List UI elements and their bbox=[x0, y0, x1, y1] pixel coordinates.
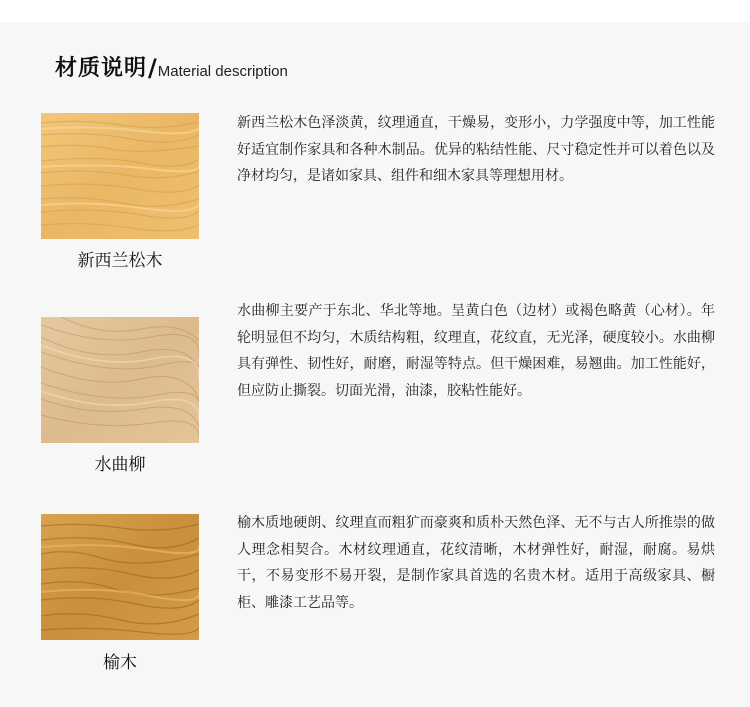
elm-wood-swatch bbox=[41, 514, 199, 640]
material-description: 水曲柳主要产于东北、华北等地。呈黄白色（边材）或褐色略黄（心材）。年轮明显但不均匀，木质结构粗，纹理直，花纹直，无光泽，硬度较小。水曲柳具有弹性、韧性好，耐磨，耐湿等特点。但干燥困难，易翘曲。加工性能好，但应防止撕裂。切面光滑，油漆，胶粘性能好。 bbox=[237, 303, 715, 399]
title-chinese: 材质说明 bbox=[55, 56, 148, 81]
material-description: 新西兰松木色泽淡黄，纹理通直，干燥易，变形小，力学强度中等，加工性能好适宜制作家具和各种木制品。优异的粘结性能、尺寸稳定性并可以着色以及净材均匀，是诸如家具、组件和细木家具等理想用材。 bbox=[237, 115, 715, 184]
material-name: 水曲柳 bbox=[94, 455, 146, 475]
title-separator: / bbox=[148, 54, 157, 82]
pine-wood-swatch bbox=[41, 113, 199, 239]
title-english: Material description bbox=[157, 63, 288, 80]
ash-wood-swatch bbox=[41, 317, 199, 443]
page-title bbox=[55, 52, 288, 82]
material-name: 新西兰松木 bbox=[77, 251, 163, 271]
material-name: 榆木 bbox=[103, 653, 137, 673]
material-description: 榆木质地硬朗、纹理直而粗犷而豪爽和质朴天然色泽、无不与古人所推崇的做人理念相契合。木材纹理通直，花纹清晰，木材弹性好，耐湿，耐腐。易烘干，不易变形不易开裂，是制作家具首选的名贵木材。适用于高级家具、橱柜、雕漆工艺品等。 bbox=[237, 515, 715, 611]
